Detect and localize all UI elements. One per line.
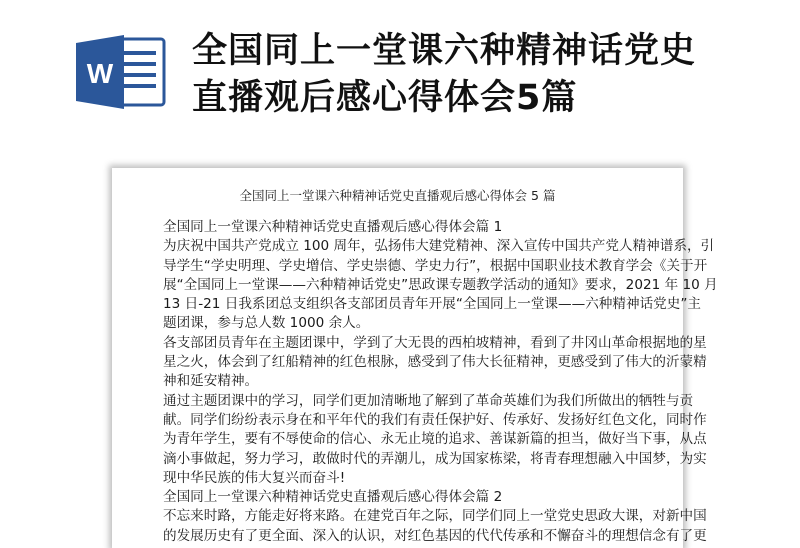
page-title: [192, 28, 696, 122]
document-body: [163, 218, 718, 546]
text-line: 通过主题团课中的学习，同学们更加清晰地了解到了革命英雄们为我们所做出的牺牲与贡: [163, 392, 694, 409]
title-line-1: 全国同上一堂课六种精神话党史: [192, 31, 697, 71]
word-icon: [74, 33, 166, 111]
text-line: 献。同学们纷纷表示身在和平年代的我们有责任保护好、传承好、发扬好红色文化，同时作: [163, 411, 707, 428]
text-line: 各支部团员青年在主题团课中，学到了大无畏的西柏坡精神，看到了井冈山革命根据地的星: [163, 334, 707, 351]
title-line-2: 直播观后感心得体会5篇: [192, 78, 578, 118]
text-line: 滴小事做起，努力学习，敢做时代的弄潮儿，成为国家栋梁，将青春理想融入中国梦，为实: [163, 450, 707, 467]
text-line: 星之火，体会到了红船精神的红色根脉，感受到了伟大长征精神，更感受到了伟大的沂蒙精: [163, 354, 707, 371]
text-line: 神和延安精神。: [163, 373, 259, 390]
text-line: 为庆祝中国共产党成立 100 周年，弘扬伟大建党精神、深入宣传中国共产党人精神谱系，引: [163, 238, 715, 255]
text-line: 不忘来时路，方能走好将来路。在建党百年之际，同学们同上一堂党史思政大课，对新中国: [163, 508, 707, 525]
text-line: 13 日-21 日我系团总支组织各支部团员青年开展“全国同上一堂课——六种精神话党史”主: [163, 296, 702, 313]
svg-text:W: W: [86, 58, 114, 89]
section-heading: 全国同上一堂课六种精神话党史直播观后感心得体会篇 1: [163, 219, 503, 235]
section-heading: 全国同上一堂课六种精神话党史直播观后感心得体会篇 2: [163, 489, 503, 506]
text-line: 展“全国同上一堂课——六种精神话党史”思政课专题教学活动的通知》要求，2021 年 10 月: [163, 276, 718, 293]
text-line: 题团课，参与总人数 1000 余人。: [163, 315, 370, 332]
text-line: 现中华民族的伟大复兴而奋斗!: [163, 469, 346, 486]
text-line: 的发展历史有了更全面、深入的认识，对红色基因的代代传承和不懈奋斗的理想信念有了更: [163, 527, 707, 544]
document-title: 全国同上一堂课六种精神话党史直播观后感心得体会 5 篇: [239, 188, 556, 203]
document-page: [112, 168, 718, 548]
text-line: 导学生“学史明理、学史增信、学史崇德、学史力行”，根据中国职业技术教育学会《关于开: [163, 257, 708, 274]
text-line: 为青年学生，要有不辱使命的信心、永无止境的追求、善谋新篇的担当，做好当下事，从点: [163, 431, 707, 448]
